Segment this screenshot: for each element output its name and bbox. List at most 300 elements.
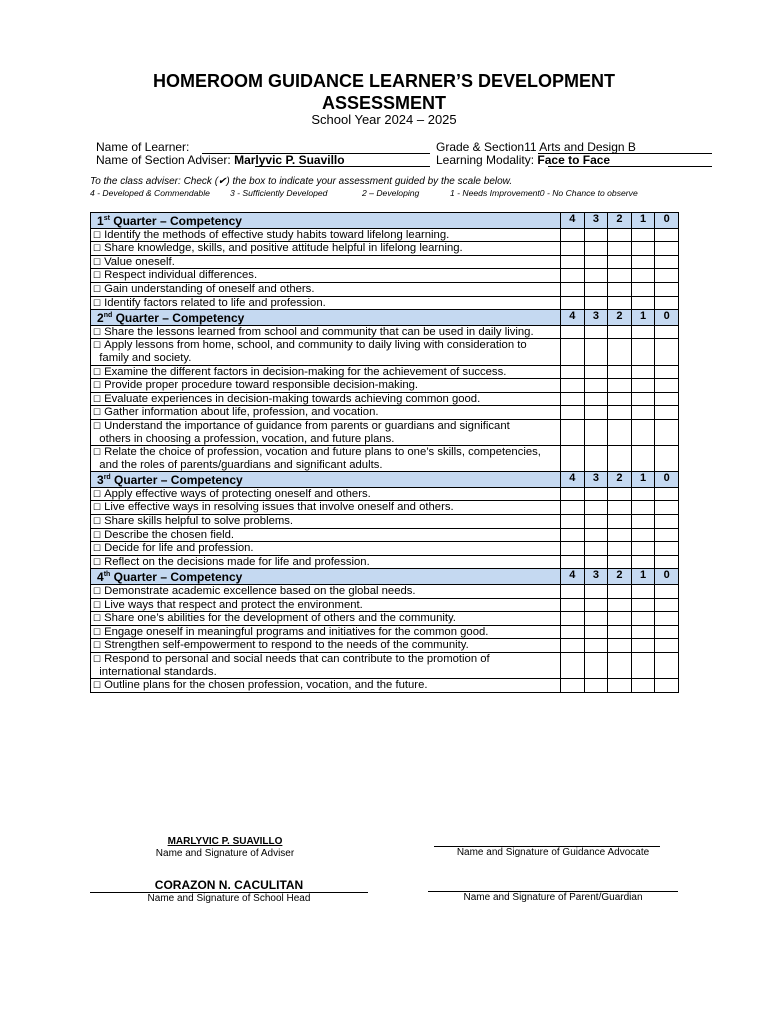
rating-cell-2[interactable]	[608, 542, 632, 556]
rating-cell-4[interactable]	[561, 585, 585, 599]
competency-row	[91, 653, 679, 679]
rating-cell-4[interactable]	[561, 296, 585, 310]
score-header-2: 2	[608, 213, 632, 229]
rating-cell-3[interactable]	[584, 282, 608, 296]
rating-cell-2[interactable]	[608, 228, 632, 242]
rating-cell-0[interactable]	[655, 296, 679, 310]
rating-cell-2[interactable]	[608, 639, 632, 653]
checkbox-icon[interactable]: ☐	[93, 229, 102, 240]
rating-cell-4[interactable]	[561, 419, 585, 445]
rating-cell-4[interactable]	[561, 487, 585, 501]
competency-cell	[91, 542, 561, 556]
guidance-advocate-signature	[430, 847, 676, 858]
assessment-table	[90, 212, 679, 693]
rating-cell-3[interactable]	[584, 392, 608, 406]
rating-cell-0[interactable]	[655, 528, 679, 542]
rating-cell-1[interactable]	[631, 625, 655, 639]
competency-cell	[91, 528, 561, 542]
rating-cell-4[interactable]	[561, 446, 585, 472]
competency-cell	[91, 339, 561, 365]
rating-cell-1[interactable]	[631, 598, 655, 612]
competency-row	[91, 679, 679, 693]
score-header-1: 1	[631, 213, 655, 229]
competency-text: Apply effective ways of protecting oneself and others.	[104, 487, 371, 500]
rating-cell-1[interactable]	[631, 419, 655, 445]
competency-row	[91, 339, 679, 365]
rating-cell-3[interactable]	[584, 625, 608, 639]
checkbox-icon[interactable]: ☐	[93, 586, 102, 597]
school-year: School Year 2024 – 2025	[311, 112, 457, 127]
rating-cell-0[interactable]	[655, 269, 679, 283]
rating-cell-1[interactable]	[631, 515, 655, 529]
title-line-1: HOMEROOM GUIDANCE LEARNER’S DEVELOPMENT	[152, 71, 616, 91]
competency-text: Demonstrate academic excellence based on the global needs.	[104, 585, 416, 598]
rating-cell-4[interactable]	[561, 282, 585, 296]
rating-cell-3[interactable]	[584, 515, 608, 529]
rating-cell-4[interactable]	[561, 528, 585, 542]
rating-cell-3[interactable]	[584, 339, 608, 365]
quarter-number: 3	[97, 473, 104, 488]
rating-cell-3[interactable]	[584, 446, 608, 472]
score-header-3: 3	[584, 310, 608, 326]
rating-cell-0[interactable]	[655, 487, 679, 501]
rating-cell-2[interactable]	[608, 255, 632, 269]
rating-cell-3[interactable]	[584, 365, 608, 379]
rating-cell-4[interactable]	[561, 501, 585, 515]
competency-cell	[91, 501, 561, 515]
rating-cell-1[interactable]	[631, 228, 655, 242]
rating-cell-2[interactable]	[608, 555, 632, 569]
competency-cell	[91, 325, 561, 339]
quarter-label: Quarter – Competency	[109, 214, 242, 228]
competency-cell	[91, 446, 561, 472]
rating-cell-0[interactable]	[655, 242, 679, 256]
competency-text: Decide for life and profession.	[104, 542, 254, 555]
rating-cell-4[interactable]	[561, 625, 585, 639]
adviser-instructions: To the class adviser: Check (✔) the box to indicate your assessment guided by the scale below.	[90, 176, 513, 187]
competency-text: Describe the chosen field.	[104, 528, 235, 541]
rating-cell-1[interactable]	[631, 379, 655, 393]
rating-cell-1[interactable]	[631, 585, 655, 599]
rating-cell-1[interactable]	[631, 487, 655, 501]
checkbox-icon[interactable]: ☐	[93, 326, 102, 337]
competency-cell	[91, 639, 561, 653]
competency-row	[91, 612, 679, 626]
competency-row	[91, 296, 679, 310]
score-header-0: 0	[655, 472, 679, 488]
competency-cell	[91, 296, 561, 310]
checkbox-icon[interactable]: ☐	[93, 340, 102, 351]
rating-cell-0[interactable]	[655, 612, 679, 626]
competency-text: Examine the different factors in decision-making for the achievement of success.	[104, 365, 507, 378]
rating-cell-4[interactable]	[561, 639, 585, 653]
rating-cell-2[interactable]	[608, 612, 632, 626]
competency-row	[91, 392, 679, 406]
rating-cell-0[interactable]	[655, 625, 679, 639]
quarter-title	[91, 569, 561, 585]
competency-row	[91, 228, 679, 242]
score-header-1: 1	[631, 310, 655, 326]
adviser-field	[96, 153, 345, 167]
rating-cell-1[interactable]	[631, 325, 655, 339]
rating-cell-4[interactable]	[561, 406, 585, 420]
competency-row	[91, 269, 679, 283]
checkbox-icon[interactable]: ☐	[93, 297, 102, 308]
scale-4: 4 - Developed & Commendable	[90, 188, 210, 198]
quarter-ordinal: rd	[103, 474, 111, 482]
competency-row	[91, 325, 679, 339]
score-header-1: 1	[631, 569, 655, 585]
score-header-3: 3	[584, 472, 608, 488]
rating-cell-2[interactable]	[608, 325, 632, 339]
rating-cell-0[interactable]	[655, 419, 679, 445]
adviser-signature-name: MARLYVIC P. SUAVILLO	[167, 836, 283, 847]
competency-text: Relate the choice of profession, vocation and future plans to one’s skills, competencies, and the roles of parents/guardians and significant adults.	[99, 446, 541, 471]
checkbox-icon[interactable]: ☐	[93, 283, 102, 294]
competency-row	[91, 555, 679, 569]
scale-0: 0 - No Chance to observe	[539, 188, 638, 198]
quarter-label: Quarter – Competency	[112, 311, 245, 326]
competency-cell	[91, 269, 561, 283]
rating-cell-4[interactable]	[561, 255, 585, 269]
checkbox-icon[interactable]: ☐	[93, 529, 102, 540]
quarter-title	[91, 213, 561, 229]
rating-cell-0[interactable]	[655, 255, 679, 269]
rating-cell-2[interactable]	[608, 406, 632, 420]
quarter-number: 1	[97, 214, 104, 228]
checkbox-icon[interactable]: ☐	[93, 393, 102, 404]
competency-text: Respond to personal and social needs that can contribute to the promotion of international standards.	[99, 653, 490, 678]
rating-cell-3[interactable]	[584, 501, 608, 515]
scale-3: 3 - Sufficiently Developed	[230, 188, 328, 198]
checkbox-icon[interactable]: ☐	[93, 502, 102, 513]
quarter-number: 2	[97, 311, 104, 326]
checkbox-icon[interactable]: ☐	[93, 447, 102, 458]
rating-cell-0[interactable]	[655, 639, 679, 653]
rating-cell-1[interactable]	[631, 528, 655, 542]
quarter-ordinal: nd	[103, 312, 113, 320]
checkbox-icon[interactable]: ☐	[93, 420, 102, 431]
rating-cell-3[interactable]	[584, 255, 608, 269]
rating-cell-2[interactable]	[608, 528, 632, 542]
parent-signature-label: Name and Signature of Parent/Guardian	[463, 892, 643, 903]
checkbox-icon[interactable]: ☐	[93, 613, 102, 624]
rating-cell-4[interactable]	[561, 542, 585, 556]
rating-cell-4[interactable]	[561, 653, 585, 679]
grade-section-label: Grade & Section	[436, 140, 525, 154]
competency-text: Reflect on the decisions made for life and profession.	[104, 555, 370, 568]
competency-cell	[91, 653, 561, 679]
checkbox-icon[interactable]: ☐	[93, 380, 102, 391]
rating-cell-3[interactable]	[584, 228, 608, 242]
rating-cell-1[interactable]	[631, 296, 655, 310]
competency-row	[91, 255, 679, 269]
competency-cell	[91, 625, 561, 639]
rating-cell-2[interactable]	[608, 679, 632, 693]
rating-cell-1[interactable]	[631, 365, 655, 379]
competency-cell	[91, 515, 561, 529]
competency-cell	[91, 255, 561, 269]
checkbox-icon[interactable]: ☐	[93, 680, 102, 691]
competency-cell	[91, 242, 561, 256]
rating-cell-1[interactable]	[631, 392, 655, 406]
competency-row	[91, 419, 679, 445]
rating-cell-0[interactable]	[655, 446, 679, 472]
score-header-3: 3	[584, 569, 608, 585]
rating-cell-4[interactable]	[561, 515, 585, 529]
rating-cell-3[interactable]	[584, 612, 608, 626]
rating-cell-0[interactable]	[655, 501, 679, 515]
rating-cell-3[interactable]	[584, 639, 608, 653]
competency-text: Respect individual differences.	[104, 269, 258, 282]
checkbox-icon[interactable]: ☐	[93, 243, 102, 254]
rating-cell-1[interactable]	[631, 339, 655, 365]
rating-cell-3[interactable]	[584, 679, 608, 693]
rating-cell-4[interactable]	[561, 339, 585, 365]
adviser-signature	[130, 836, 320, 860]
quarter-title	[91, 310, 561, 326]
grade-section-field	[436, 140, 636, 154]
score-header-0: 0	[655, 569, 679, 585]
rating-cell-2[interactable]	[608, 282, 632, 296]
competency-text: Share knowledge, skills, and positive attitude helpful in lifelong learning.	[104, 242, 463, 255]
quarter-header-row	[91, 569, 679, 585]
competency-row	[91, 379, 679, 393]
rating-cell-2[interactable]	[608, 501, 632, 515]
checkbox-icon[interactable]: ☐	[93, 366, 102, 377]
competency-text: Value oneself.	[104, 255, 175, 268]
rating-cell-1[interactable]	[631, 406, 655, 420]
competency-cell	[91, 598, 561, 612]
competency-row	[91, 515, 679, 529]
checkbox-icon[interactable]: ☐	[93, 407, 102, 418]
rating-cell-2[interactable]	[608, 419, 632, 445]
modality-value: Face to Face	[537, 153, 611, 167]
rating-cell-2[interactable]	[608, 339, 632, 365]
rating-cell-0[interactable]	[655, 392, 679, 406]
checkbox-icon[interactable]: ☐	[93, 516, 102, 527]
checkbox-icon[interactable]: ☐	[93, 488, 102, 499]
checkbox-icon[interactable]: ☐	[93, 599, 102, 610]
checkbox-icon[interactable]: ☐	[93, 270, 102, 281]
learner-label: Name of Learner:	[96, 140, 190, 154]
rating-cell-0[interactable]	[655, 585, 679, 599]
competency-row	[91, 542, 679, 556]
competency-text: Identify factors related to life and profession.	[104, 296, 326, 309]
competency-cell	[91, 282, 561, 296]
rating-cell-3[interactable]	[584, 555, 608, 569]
rating-cell-1[interactable]	[631, 653, 655, 679]
adviser-label: Name of Section Adviser:	[96, 153, 235, 167]
competency-cell	[91, 406, 561, 420]
score-header-2: 2	[608, 569, 632, 585]
competency-text: Understand the importance of guidance from parents or guardians and significant others in choosing a profession, vocation, and future plans.	[99, 419, 510, 445]
quarter-header-row	[91, 310, 679, 326]
rating-cell-2[interactable]	[608, 242, 632, 256]
competency-row	[91, 639, 679, 653]
rating-cell-1[interactable]	[631, 679, 655, 693]
rating-cell-3[interactable]	[584, 406, 608, 420]
rating-cell-3[interactable]	[584, 542, 608, 556]
rating-cell-4[interactable]	[561, 392, 585, 406]
competency-cell	[91, 365, 561, 379]
competency-cell	[91, 555, 561, 569]
rating-cell-2[interactable]	[608, 515, 632, 529]
rating-cell-0[interactable]	[655, 542, 679, 556]
rating-cell-3[interactable]	[584, 379, 608, 393]
school-head-name: CORAZON N. CACULITAN	[90, 878, 368, 893]
score-header-2: 2	[608, 472, 632, 488]
title-line-2: ASSESSMENT	[321, 93, 447, 113]
rating-cell-2[interactable]	[608, 585, 632, 599]
competency-cell	[91, 228, 561, 242]
rating-cell-0[interactable]	[655, 555, 679, 569]
rating-cell-4[interactable]	[561, 228, 585, 242]
rating-cell-0[interactable]	[655, 653, 679, 679]
rating-cell-3[interactable]	[584, 325, 608, 339]
rating-cell-2[interactable]	[608, 598, 632, 612]
competency-row	[91, 242, 679, 256]
checkbox-icon[interactable]: ☐	[93, 256, 102, 267]
rating-cell-3[interactable]	[584, 419, 608, 445]
rating-cell-0[interactable]	[655, 228, 679, 242]
rating-cell-3[interactable]	[584, 528, 608, 542]
rating-cell-1[interactable]	[631, 612, 655, 626]
adviser-signature-label: Name and Signature of Adviser	[155, 848, 295, 859]
competency-text: Gain understanding of oneself and others.	[104, 282, 315, 295]
score-header-4: 4	[561, 213, 585, 229]
score-header-4: 4	[561, 569, 585, 585]
rating-cell-4[interactable]	[561, 325, 585, 339]
rating-cell-2[interactable]	[608, 487, 632, 501]
school-head-signature	[90, 878, 368, 905]
rating-cell-0[interactable]	[655, 282, 679, 296]
modality-line	[548, 166, 712, 167]
competency-text: Live ways that respect and protect the environment.	[104, 598, 363, 611]
modality-field	[436, 153, 610, 167]
competency-cell	[91, 392, 561, 406]
rating-cell-4[interactable]	[561, 555, 585, 569]
rating-cell-0[interactable]	[655, 339, 679, 365]
rating-cell-0[interactable]	[655, 679, 679, 693]
checkbox-icon[interactable]: ☐	[93, 556, 102, 567]
rating-cell-2[interactable]	[608, 625, 632, 639]
checkbox-icon[interactable]: ☐	[93, 640, 102, 651]
scale-1: 1 - Needs Improvement	[450, 188, 540, 198]
rating-cell-1[interactable]	[631, 555, 655, 569]
rating-cell-0[interactable]	[655, 515, 679, 529]
quarter-number: 4	[97, 570, 104, 585]
competency-cell	[91, 487, 561, 501]
competency-row	[91, 585, 679, 599]
rating-cell-3[interactable]	[584, 487, 608, 501]
competency-cell	[91, 419, 561, 445]
rating-cell-2[interactable]	[608, 379, 632, 393]
quarter-header-row	[91, 472, 679, 488]
rating-cell-3[interactable]	[584, 653, 608, 679]
rating-cell-1[interactable]	[631, 639, 655, 653]
rating-cell-3[interactable]	[584, 296, 608, 310]
checkbox-icon[interactable]: ☐	[93, 654, 102, 664]
rating-cell-2[interactable]	[608, 446, 632, 472]
competency-text: Provide proper procedure toward responsible decision-making.	[104, 379, 419, 392]
competency-text: Gather information about life, profession, and vocation.	[104, 406, 379, 419]
rating-cell-1[interactable]	[631, 446, 655, 472]
competency-cell	[91, 679, 561, 693]
rating-cell-3[interactable]	[584, 598, 608, 612]
quarter-title	[91, 472, 561, 488]
score-header-3: 3	[584, 213, 608, 229]
competency-text: Evaluate experiences in decision-making towards achieving common good.	[104, 392, 481, 405]
quarter-ordinal: st	[103, 215, 110, 222]
competency-text: Engage oneself in meaningful programs and initiatives for the common good.	[104, 625, 489, 638]
rating-cell-0[interactable]	[655, 406, 679, 420]
rating-cell-0[interactable]	[655, 598, 679, 612]
score-header-0: 0	[655, 310, 679, 326]
rating-cell-4[interactable]	[561, 598, 585, 612]
competency-row	[91, 365, 679, 379]
rating-cell-1[interactable]	[631, 542, 655, 556]
quarter-header-row	[91, 213, 679, 229]
rating-cell-2[interactable]	[608, 392, 632, 406]
rating-cell-3[interactable]	[584, 242, 608, 256]
checkbox-icon[interactable]: ☐	[93, 626, 102, 637]
score-header-2: 2	[608, 310, 632, 326]
rating-cell-4[interactable]	[561, 242, 585, 256]
rating-cell-3[interactable]	[584, 585, 608, 599]
rating-cell-1[interactable]	[631, 242, 655, 256]
competency-cell	[91, 612, 561, 626]
competency-text: Share the lessons learned from school and community that can be used in daily living.	[104, 325, 534, 338]
rating-cell-1[interactable]	[631, 255, 655, 269]
rating-cell-1[interactable]	[631, 501, 655, 515]
scale-2: 2 – Developing	[362, 188, 420, 198]
rating-cell-4[interactable]	[561, 679, 585, 693]
adviser-value: Marlyvic P. Suavillo	[234, 153, 345, 167]
quarter-ordinal: th	[103, 571, 111, 579]
rating-cell-2[interactable]	[608, 269, 632, 283]
score-header-1: 1	[631, 472, 655, 488]
checkbox-icon[interactable]: ☐	[93, 543, 102, 554]
rating-cell-3[interactable]	[584, 269, 608, 283]
rating-cell-2[interactable]	[608, 365, 632, 379]
competency-row	[91, 487, 679, 501]
rating-cell-4[interactable]	[561, 269, 585, 283]
rating-cell-0[interactable]	[655, 325, 679, 339]
parent-signature	[428, 892, 678, 903]
document-title	[0, 70, 768, 114]
competency-text: Share one’s abilities for the development of others and the community.	[104, 612, 456, 625]
quarter-label: Quarter – Competency	[110, 570, 243, 585]
rating-cell-4[interactable]	[561, 612, 585, 626]
rating-cell-1[interactable]	[631, 269, 655, 283]
rating-cell-4[interactable]	[561, 365, 585, 379]
adviser-line	[255, 166, 430, 167]
competency-cell	[91, 379, 561, 393]
competency-row	[91, 625, 679, 639]
score-header-4: 4	[561, 310, 585, 326]
rating-cell-0[interactable]	[655, 379, 679, 393]
grade-section-value: 11 Arts and Design B	[524, 140, 636, 154]
competency-row	[91, 598, 679, 612]
rating-scale	[90, 188, 638, 199]
rating-cell-0[interactable]	[655, 365, 679, 379]
rating-cell-2[interactable]	[608, 653, 632, 679]
rating-cell-1[interactable]	[631, 282, 655, 296]
competency-text: Identify the methods of effective study habits toward lifelong learning.	[104, 228, 450, 241]
rating-cell-2[interactable]	[608, 296, 632, 310]
rating-cell-4[interactable]	[561, 379, 585, 393]
